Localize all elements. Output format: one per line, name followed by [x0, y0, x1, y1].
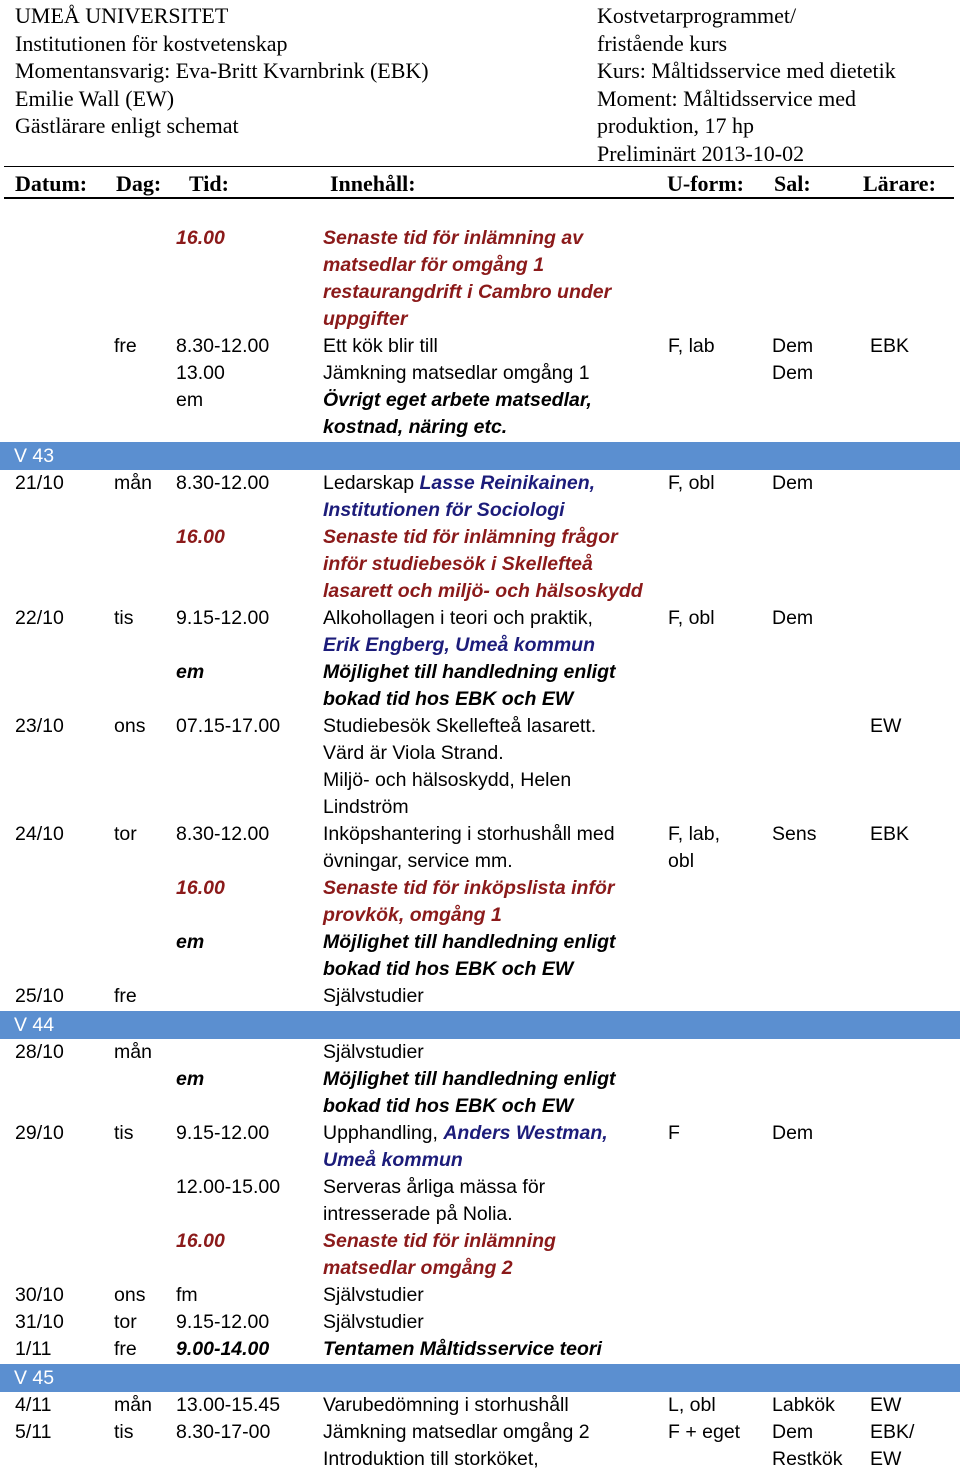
row-content	[323, 1066, 658, 1120]
content-line	[323, 1120, 658, 1147]
schedule-row	[0, 713, 960, 821]
week-label: V 45	[14, 1367, 55, 1389]
row-content	[323, 1336, 658, 1363]
content-line	[323, 279, 658, 306]
row-day: fre	[114, 335, 137, 357]
row-room	[772, 470, 862, 497]
row-room	[772, 821, 862, 848]
row-day: ons	[114, 1284, 146, 1306]
row-room-line: Dem	[772, 1122, 814, 1144]
column-header-content: Innehåll:	[330, 171, 416, 196]
row-room-line: Dem	[772, 1421, 814, 1443]
content-line	[323, 333, 658, 360]
content-line	[323, 632, 658, 659]
schedule-row	[0, 470, 960, 524]
row-content	[323, 929, 658, 983]
row-uform	[668, 1120, 766, 1147]
content-text: Möjlighet till handledning enligt	[323, 1068, 616, 1090]
row-time: 16.00	[176, 877, 225, 899]
week-band	[0, 1364, 960, 1392]
row-content	[323, 983, 658, 1010]
content-line	[323, 983, 658, 1010]
row-room-line: Sens	[772, 823, 817, 845]
row-content	[323, 1392, 658, 1419]
content-line	[323, 578, 658, 605]
content-text: Senaste tid för inlämning	[323, 1230, 556, 1252]
teacher-name: Emilie Wall (EW)	[15, 85, 175, 111]
content-line	[323, 1282, 658, 1309]
university-name: UMEÅ UNIVERSITET	[15, 3, 229, 28]
row-date: 22/10	[15, 607, 64, 629]
content-text: Miljö- och hälsoskydd, Helen	[323, 769, 572, 791]
content-text: Anders Westman,	[443, 1122, 608, 1144]
content-text: bokad tid hos EBK och EW	[323, 958, 574, 980]
content-line	[323, 1093, 658, 1120]
content-text: Introduktion till storköket,	[323, 1448, 539, 1470]
column-header-time: Tid:	[189, 171, 229, 196]
row-time: 13.00-15.45	[176, 1394, 281, 1416]
content-text: intresserade på Nolia.	[323, 1203, 513, 1225]
content-text: Ett kök blir till	[323, 335, 438, 357]
row-date: 1/11	[15, 1338, 52, 1360]
content-text: bokad tid hos EBK och EW	[323, 1095, 574, 1117]
row-teacher	[870, 333, 950, 360]
row-content	[323, 713, 658, 821]
row-room-line: Restkök	[772, 1448, 843, 1470]
schedule-row	[0, 1336, 960, 1363]
row-time: 9.15-12.00	[176, 607, 270, 629]
row-uform	[668, 333, 766, 360]
content-line	[323, 767, 658, 794]
content-text: provkök, omgång 1	[323, 904, 502, 926]
content-line	[323, 1419, 658, 1446]
row-teacher	[870, 821, 950, 848]
row-date: 31/10	[15, 1311, 64, 1333]
content-line	[323, 605, 658, 632]
content-text: matsedlar omgång 2	[323, 1257, 513, 1279]
content-text: Värd är Viola Strand.	[323, 742, 504, 764]
row-day: mån	[114, 1394, 152, 1416]
schedule-row	[0, 387, 960, 441]
row-room-line: Dem	[772, 362, 814, 384]
content-line	[323, 956, 658, 983]
row-uform-line: F, obl	[668, 472, 715, 494]
row-day: mån	[114, 1041, 152, 1063]
content-line	[323, 929, 658, 956]
row-content	[323, 659, 658, 713]
content-text: Tentamen Måltidsservice teori	[323, 1338, 602, 1360]
content-text: Umeå kommun	[323, 1149, 463, 1171]
schedule-row	[0, 360, 960, 387]
content-text: Självstudier	[323, 1041, 424, 1063]
content-line	[323, 225, 658, 252]
row-content	[323, 1174, 658, 1228]
content-text: Inköpshantering i storhushåll med	[323, 823, 615, 845]
row-content	[323, 605, 658, 659]
row-uform	[668, 470, 766, 497]
row-day: ons	[114, 715, 146, 737]
row-time: 8.30-12.00	[176, 472, 270, 494]
content-text: kostnad, näring etc.	[323, 416, 508, 438]
column-header-divider	[4, 197, 954, 199]
row-room	[772, 1120, 862, 1147]
schedule-row	[0, 1419, 960, 1473]
content-text: övningar, service mm.	[323, 850, 513, 872]
row-date: 30/10	[15, 1284, 64, 1306]
row-content	[323, 387, 658, 441]
row-date: 23/10	[15, 715, 64, 737]
schedule-row	[0, 875, 960, 929]
row-time: 8.30-12.00	[176, 823, 270, 845]
content-line	[323, 1147, 658, 1174]
row-teacher	[870, 1392, 950, 1419]
row-day: tor	[114, 1311, 137, 1333]
row-time: em	[176, 931, 205, 953]
row-content	[323, 1282, 658, 1309]
row-uform	[668, 821, 766, 875]
content-text: Jämkning matsedlar omgång 1	[323, 362, 590, 384]
content-text: inför studiebesök i Skellefteå	[323, 553, 593, 575]
row-time: fm	[176, 1284, 198, 1306]
responsible-teacher: Momentansvarig: Eva-Britt Kvarnbrink (EBK)	[15, 58, 429, 83]
row-teacher	[870, 1419, 950, 1473]
row-room-line: Dem	[772, 607, 814, 629]
content-text: Senaste tid för inlämning frågor	[323, 526, 618, 548]
column-header-date: Datum:	[15, 171, 88, 196]
content-text: Självstudier	[323, 1284, 424, 1306]
row-uform-line: F, obl	[668, 607, 715, 629]
row-teacher-line: EBK/	[870, 1421, 915, 1443]
row-content	[323, 360, 658, 387]
row-teacher-line: EW	[870, 1448, 902, 1470]
content-text: Serveras årliga mässa för	[323, 1176, 546, 1198]
content-text: Studiebesök Skellefteå lasarett.	[323, 715, 597, 737]
row-content	[323, 333, 658, 360]
course-name: Kurs: Måltidsservice med dietetik	[597, 58, 896, 83]
content-text: Övrigt eget arbete matsedlar,	[323, 389, 592, 411]
content-text: Alkohollagen i teori och praktik,	[323, 607, 593, 629]
content-line	[323, 1255, 658, 1282]
content-line	[323, 821, 658, 848]
row-day: fre	[114, 1338, 137, 1360]
row-day: mån	[114, 472, 152, 494]
content-line	[323, 902, 658, 929]
week-label: V 44	[14, 1014, 55, 1036]
content-text: lasarett och miljö- och hälsoskydd	[323, 580, 643, 602]
row-uform	[668, 605, 766, 632]
content-line	[323, 306, 658, 333]
content-text: Lasse Reinikainen,	[419, 472, 596, 494]
row-uform-line: F, lab	[668, 335, 715, 357]
row-date: 29/10	[15, 1122, 64, 1144]
content-line	[323, 875, 658, 902]
schedule-row	[0, 333, 960, 360]
content-text: Upphandling,	[323, 1122, 444, 1144]
row-date: 5/11	[15, 1421, 52, 1443]
row-time: 16.00	[176, 1230, 225, 1252]
column-header-room: Sal:	[774, 171, 811, 196]
column-headers	[0, 168, 960, 198]
content-line	[323, 848, 658, 875]
schedule-row	[0, 929, 960, 983]
content-line	[323, 1446, 658, 1473]
row-content	[323, 1228, 658, 1282]
row-content	[323, 225, 658, 333]
content-line	[323, 497, 658, 524]
content-line	[323, 713, 658, 740]
schedule-row	[0, 1039, 960, 1066]
row-time: 9.15-12.00	[176, 1122, 270, 1144]
content-line	[323, 740, 658, 767]
row-day: tis	[114, 607, 134, 629]
row-day: tor	[114, 823, 137, 845]
row-time: 8.30-12.00	[176, 335, 270, 357]
program-type: fristående kurs	[597, 30, 728, 56]
content-line	[323, 686, 658, 713]
row-time: 13.00	[176, 362, 225, 384]
row-uform-line: F	[668, 1122, 680, 1144]
content-line	[323, 1201, 658, 1228]
week-label: V 43	[14, 445, 55, 467]
content-text: Erik Engberg, Umeå kommun	[323, 634, 595, 656]
schedule-row	[0, 524, 960, 605]
content-text: restaurangdrift i Cambro under	[323, 281, 612, 303]
row-teacher-line: EW	[870, 715, 902, 737]
row-teacher-line: EBK	[870, 335, 910, 357]
schedule-row	[0, 605, 960, 659]
schedule-table	[0, 225, 960, 1473]
row-uform	[668, 1419, 766, 1446]
content-line	[323, 1174, 658, 1201]
row-uform-line: F + eget	[668, 1421, 741, 1443]
row-date: 28/10	[15, 1041, 64, 1063]
content-line	[323, 360, 658, 387]
row-date: 21/10	[15, 472, 64, 494]
content-line	[323, 1336, 658, 1363]
column-header-teacher: Lärare:	[863, 171, 936, 196]
week-band	[0, 1011, 960, 1039]
row-uform-line: F, lab,	[668, 823, 721, 845]
row-time: 9.00-14.00	[176, 1338, 270, 1360]
content-text: Senaste tid för inlämning av	[323, 227, 584, 249]
header-divider	[4, 166, 954, 167]
row-room	[772, 1419, 862, 1473]
row-time: em	[176, 661, 205, 683]
content-text: Institutionen för Sociologi	[323, 499, 565, 521]
row-time: 8.30-17-00	[176, 1421, 271, 1443]
content-line	[323, 794, 658, 821]
row-content	[323, 470, 658, 524]
header-left	[15, 2, 429, 140]
module-name: Moment: Måltidsservice med	[597, 85, 857, 111]
schedule-row	[0, 225, 960, 333]
row-content	[323, 1309, 658, 1336]
row-content	[323, 1039, 658, 1066]
row-content	[323, 1120, 658, 1174]
row-room	[772, 360, 862, 387]
row-content	[323, 1419, 658, 1473]
schedule-row	[0, 821, 960, 875]
guest-teachers-note: Gästlärare enligt schemat	[15, 113, 239, 138]
row-date: 25/10	[15, 985, 64, 1007]
row-date: 24/10	[15, 823, 64, 845]
content-line	[323, 551, 658, 578]
content-line	[323, 252, 658, 279]
content-text: bokad tid hos EBK och EW	[323, 688, 574, 710]
content-line	[323, 387, 658, 414]
content-line	[323, 524, 658, 551]
content-line	[323, 470, 658, 497]
schedule-row	[0, 1174, 960, 1228]
row-day: tis	[114, 1421, 134, 1443]
schedule-row	[0, 1309, 960, 1336]
schedule-row	[0, 983, 960, 1010]
preliminary-date: Preliminärt 2013-10-02	[597, 140, 805, 166]
row-uform-line: obl	[668, 850, 695, 872]
row-time: 12.00-15.00	[176, 1176, 281, 1198]
row-room-line: Dem	[772, 472, 814, 494]
department-name: Institutionen för kostvetenskap	[15, 30, 288, 56]
content-line	[323, 1392, 658, 1419]
content-line	[323, 659, 658, 686]
content-line	[323, 1309, 658, 1336]
row-room-line: Dem	[772, 335, 814, 357]
program-name: Kostvetarprogrammet/	[597, 3, 797, 28]
row-uform	[668, 1392, 766, 1419]
row-time: em	[176, 1068, 205, 1090]
row-content	[323, 524, 658, 605]
schedule-row	[0, 1282, 960, 1309]
content-line	[323, 1066, 658, 1093]
row-uform-line: L, obl	[668, 1394, 716, 1416]
column-header-day: Dag:	[116, 171, 162, 196]
content-line	[323, 414, 658, 441]
row-content	[323, 821, 658, 875]
row-room-line: Labkök	[772, 1394, 835, 1416]
row-time: 9.15-12.00	[176, 1311, 270, 1333]
week-band	[0, 442, 960, 470]
content-text: Möjlighet till handledning enligt	[323, 931, 616, 953]
column-header-uform: U-form:	[667, 171, 744, 196]
content-text: Självstudier	[323, 1311, 424, 1333]
content-text: Självstudier	[323, 985, 424, 1007]
content-text: matsedlar för omgång 1	[323, 254, 545, 276]
row-time: 16.00	[176, 227, 225, 249]
content-text: Senaste tid för inköpslista inför	[323, 877, 615, 899]
row-room	[772, 1392, 862, 1419]
row-time: 07.15-17.00	[176, 715, 281, 737]
row-teacher-line: EW	[870, 1394, 902, 1416]
row-time: 16.00	[176, 526, 225, 548]
row-room	[772, 333, 862, 360]
row-date: 4/11	[15, 1394, 52, 1416]
content-line	[323, 1228, 658, 1255]
row-day: fre	[114, 985, 137, 1007]
row-room	[772, 605, 862, 632]
row-time: em	[176, 389, 204, 411]
content-text: Ledarskap	[323, 472, 420, 494]
schedule-row	[0, 659, 960, 713]
schedule-row	[0, 1066, 960, 1120]
row-day: tis	[114, 1122, 134, 1144]
content-text: Jämkning matsedlar omgång 2	[323, 1421, 590, 1443]
content-text: Möjlighet till handledning enligt	[323, 661, 616, 683]
row-teacher-line: EBK	[870, 823, 910, 845]
row-teacher	[870, 713, 950, 740]
schedule-row	[0, 1120, 960, 1174]
header-right	[597, 2, 896, 167]
content-text: Lindström	[323, 796, 409, 818]
schedule-row	[0, 1228, 960, 1282]
content-text: uppgifter	[323, 308, 408, 330]
schedule-row	[0, 1392, 960, 1419]
row-content	[323, 875, 658, 929]
content-line	[323, 1039, 658, 1066]
module-credits: produktion, 17 hp	[597, 113, 755, 138]
content-text: Varubedömning i storhushåll	[323, 1394, 569, 1416]
